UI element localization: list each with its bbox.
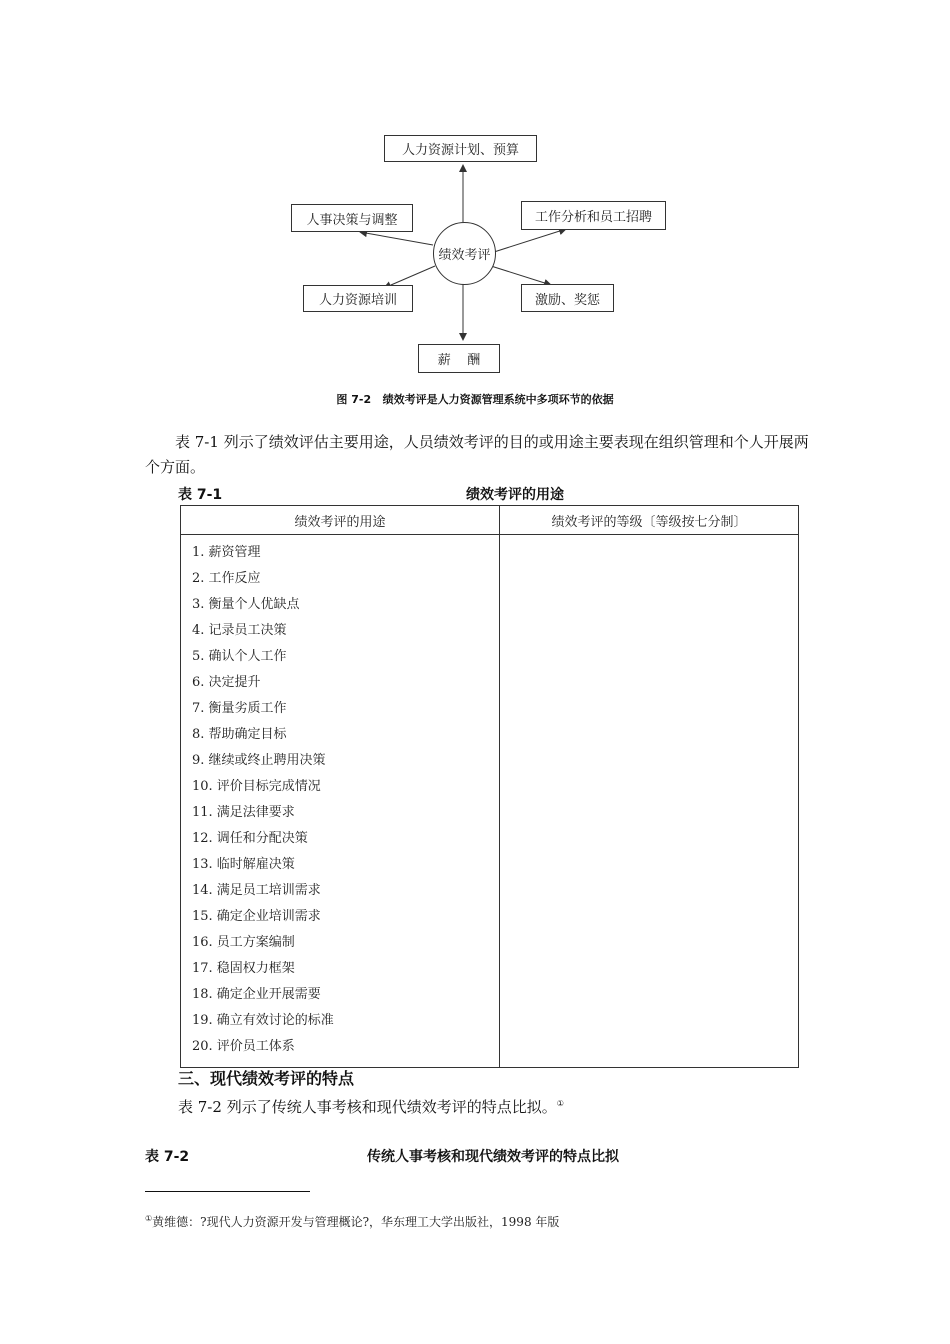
footnote-divider bbox=[145, 1191, 310, 1192]
footnote bbox=[145, 1213, 559, 1230]
list-item: 19. 确立有效讨论的标准 bbox=[192, 1013, 334, 1028]
list-item: 1. 薪资管理 bbox=[192, 545, 261, 560]
node-personnel-decisions: 人事决策与调整 bbox=[291, 204, 413, 232]
arrow-to-lower-right bbox=[491, 266, 551, 285]
list-item: 13. 临时解雇决策 bbox=[192, 857, 295, 872]
list-item: 10. 评价目标完成情况 bbox=[192, 779, 321, 794]
footnote-reference: ① bbox=[556, 1099, 564, 1108]
table72-title: 传统人事考核和现代绩效考评的特点比拟 bbox=[367, 1149, 619, 1165]
table71-header-rating: 绩效考评的等级〔等级按七分制〕 bbox=[500, 506, 799, 535]
table71 bbox=[180, 505, 799, 1068]
list-item: 4. 记录员工决策 bbox=[192, 623, 287, 638]
list-item: 15. 确定企业培训需求 bbox=[192, 909, 321, 924]
arrow-to-upper-left bbox=[360, 232, 433, 245]
table71-label: 表 7-1 bbox=[178, 487, 223, 503]
list-item: 8. 帮助确定目标 bbox=[192, 727, 287, 742]
node-incentives-rewards: 激励、奖惩 bbox=[521, 284, 614, 312]
list-item: 3. 衡量个人优缺点 bbox=[192, 597, 300, 612]
list-item: 11. 满足法律要求 bbox=[192, 805, 295, 820]
section3-paragraph bbox=[178, 1091, 818, 1120]
list-item: 12. 调任和分配决策 bbox=[192, 831, 308, 846]
table71-rating-cell bbox=[500, 535, 799, 1068]
list-item: 16. 员工方案编制 bbox=[192, 935, 295, 950]
arrow-to-upper-right bbox=[494, 229, 566, 252]
list-item: 2. 工作反应 bbox=[192, 571, 261, 586]
table71-usage-cell bbox=[181, 535, 500, 1068]
node-hr-planning-budget: 人力资源计划、预算 bbox=[384, 135, 537, 162]
table71-header-usage: 绩效考评的用途 bbox=[181, 506, 500, 535]
node-job-analysis-recruitment: 工作分析和员工招聘 bbox=[521, 201, 666, 230]
footnote-mark: ① bbox=[145, 1214, 153, 1223]
list-item: 5. 确认个人工作 bbox=[192, 649, 287, 664]
table72-label: 表 7-2 bbox=[145, 1149, 190, 1165]
section3-heading: 三、现代绩效考评的特点 bbox=[178, 1069, 355, 1088]
node-hr-training: 人力资源培训 bbox=[303, 285, 413, 312]
list-item: 9. 继续或终止聘用决策 bbox=[192, 753, 326, 768]
list-item: 7. 衡量劣质工作 bbox=[192, 701, 287, 716]
list-item: 14. 满足员工培训需求 bbox=[192, 883, 321, 898]
node-compensation: 薪 酬 bbox=[418, 344, 500, 373]
node-performance-appraisal: 绩效考评 bbox=[433, 222, 496, 285]
list-item: 20. 评价员工体系 bbox=[192, 1039, 295, 1054]
figure-caption: 图 7-2 绩效考评是人力资源管理系统中多项环节的依据 bbox=[336, 393, 614, 406]
intro-paragraph: 表 7-1 列示了绩效评估主要用途，人员绩效考评的目的或用途主要表现在组织管理和个人开展两个方面。 bbox=[145, 433, 809, 476]
list-item: 6. 决定提升 bbox=[192, 675, 261, 690]
usage-list bbox=[182, 536, 498, 1066]
list-item: 17. 稳固权力框架 bbox=[192, 961, 295, 976]
table71-title: 绩效考评的用途 bbox=[466, 487, 564, 503]
section3-paragraph-text: 表 7-2 列示了传统人事考核和现代绩效考评的特点比拟。 bbox=[178, 1098, 557, 1116]
footnote-text: 黄维德：?现代人力资源开发与管理概论?，华东理工大学出版社，1998 年版 bbox=[152, 1215, 560, 1229]
list-item: 18. 确定企业开展需要 bbox=[192, 987, 321, 1002]
performance-appraisal-diagram bbox=[270, 125, 690, 380]
